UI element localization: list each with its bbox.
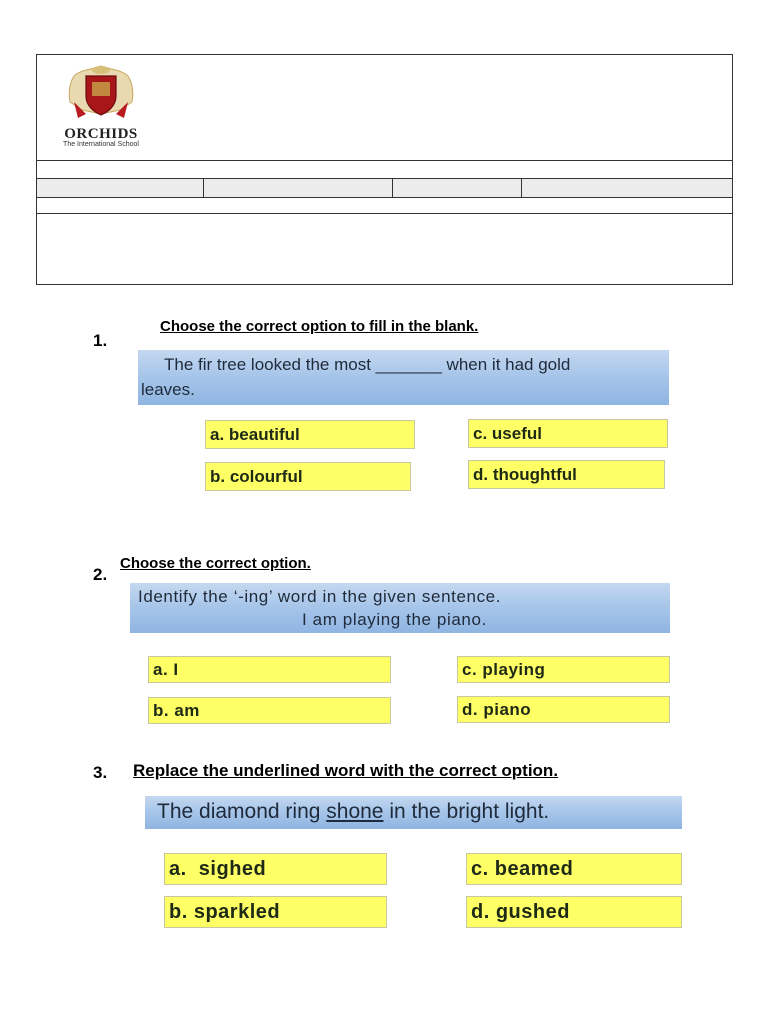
- question-2-instruction: Choose the correct option.: [120, 555, 311, 572]
- question-2-line-1: Identify the ‘-ing’ word in the given sentence.: [138, 587, 502, 606]
- question-3-text-after: in the bright light.: [383, 800, 550, 823]
- question-2-option-d[interactable]: d. piano: [457, 696, 670, 723]
- school-logo: [52, 62, 150, 152]
- logo-subtitle: The International School: [63, 141, 139, 148]
- question-3-instruction: Replace the underlined word with the correct option.: [133, 761, 559, 780]
- logo-name: ORCHIDS: [64, 126, 138, 142]
- question-1-number: 1.: [93, 331, 108, 350]
- question-3-option-c[interactable]: c. beamed: [466, 853, 682, 885]
- info-cell-divider: [203, 179, 204, 197]
- question-1-instruction: Choose the correct option to fill in the blank.: [160, 318, 479, 335]
- info-cell-divider: [392, 179, 393, 197]
- question-1-prompt: [138, 350, 669, 405]
- question-2-line-2: I am playing the piano.: [302, 610, 487, 629]
- question-3-prompt: [145, 796, 682, 829]
- question-2-option-b[interactable]: b. am: [148, 697, 391, 724]
- question-3-option-b[interactable]: b. sparkled: [164, 896, 387, 928]
- question-2-option-a[interactable]: a. I: [148, 656, 391, 683]
- question-1-line-1: The fir tree looked the most _______ when it had gold: [164, 355, 571, 374]
- info-cell-divider: [521, 179, 522, 197]
- info-row: [37, 178, 732, 198]
- question-3-option-a[interactable]: a. sighed: [164, 853, 387, 885]
- question-3-option-d[interactable]: d. gushed: [466, 896, 682, 928]
- question-2-number: 2.: [93, 565, 108, 584]
- question-2-option-c[interactable]: c. playing: [457, 656, 670, 683]
- question-1-option-b[interactable]: b. colourful: [205, 462, 411, 491]
- question-3-number: 3.: [93, 763, 108, 782]
- question-1-option-d[interactable]: d. thoughtful: [468, 460, 665, 489]
- question-3-text-before: The diamond ring: [157, 800, 327, 823]
- question-2-prompt: [130, 583, 670, 633]
- crest-icon: [52, 62, 150, 126]
- header-divider: [37, 160, 732, 161]
- question-1-option-a[interactable]: a. beautiful: [205, 420, 415, 449]
- question-1-option-c[interactable]: c. useful: [468, 419, 668, 448]
- question-3-underlined-word: shone: [326, 800, 384, 823]
- question-1-line-2: leaves.: [141, 380, 195, 399]
- header-divider: [37, 213, 732, 214]
